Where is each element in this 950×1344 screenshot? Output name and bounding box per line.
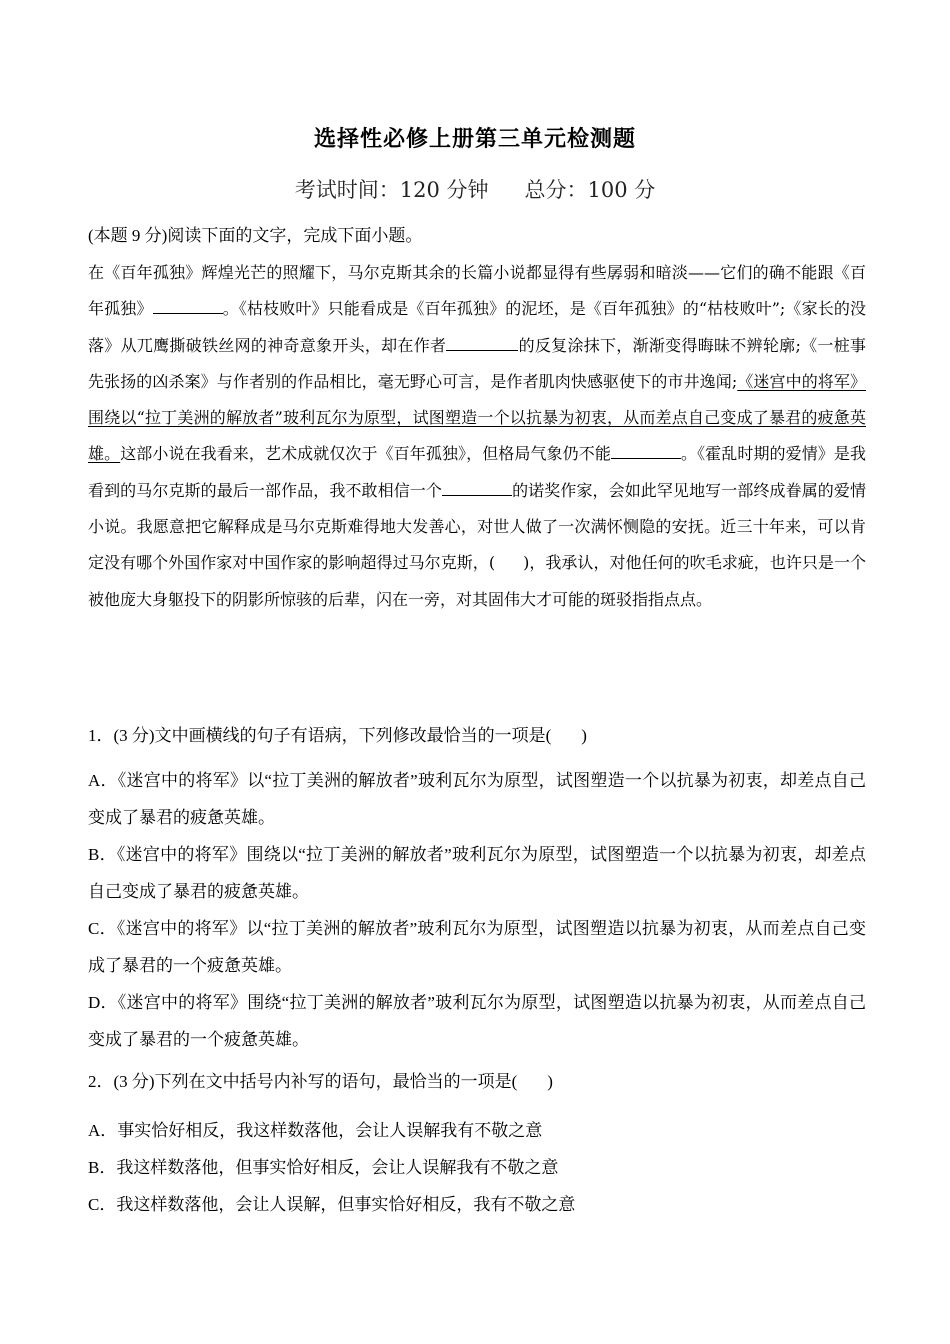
- passage-text: [88, 255, 866, 618]
- option-c: C．《迷宫中的将军》以“拉丁美洲的解放者”玻利瓦尔为原型，试图塑造以抗暴为初衷，从而差点自己变成了暴君的一个疲惫英雄。: [88, 919, 866, 975]
- passage-part-3: 的反复涂抹下，渐渐变得晦昧不辨轮廓;《一桩事先张扬的凶杀案》与作者别的作品相比，毫无野心可言，是作者肌肉快感驱使下的市井逸闻;: [88, 335, 866, 391]
- question-2: [88, 1070, 866, 1094]
- option-c: C．我这样数落他，会让人误解，但事实恰好相反，我有不敬之意: [88, 1195, 576, 1214]
- blank-1: [153, 299, 223, 314]
- exam-time: 考试时间：120 分钟: [294, 178, 489, 202]
- question-2-stem-text: 2．(3 分)下列在文中括号内补写的语句，最恰当的一项是(: [88, 1072, 518, 1091]
- option-b: B．我这样数落他，但事实恰好相反，会让人误解我有不敬之意: [88, 1158, 559, 1177]
- section-intro: (本题 9 分)阅读下面的文字，完成下面小题。: [88, 226, 423, 245]
- passage-part-2: 。《枯枝败叶》只能看成是《百年孤独》的泥坯，是《百年孤独》的“枯枝败叶”;《家长的没落》从兀鹰撕破铁丝网的神奇意象开头，却在作者: [88, 299, 866, 355]
- question-1-options: [88, 762, 866, 1058]
- passage-part-1: 在《百年孤独》辉煌光芒的照耀下，马尔克斯其余的长篇小说都显得有些孱弱和暗淡——它们的确不能跟《百年孤独》: [88, 263, 866, 319]
- option-a: A．《迷宫中的将军》以“拉丁美洲的解放者”玻利瓦尔为原型，试图塑造一个以抗暴为初衷，却差点自己变成了暴君的疲惫英雄。: [88, 771, 866, 827]
- option-a: A．事实恰好相反，我这样数落他，会让人误解我有不敬之意: [88, 1121, 543, 1140]
- question-1-close-paren: ): [581, 726, 587, 745]
- option-d: D．《迷宫中的将军》围绕“拉丁美洲的解放者”玻利瓦尔为原型，试图塑造以抗暴为初衷，从而差点自己变成了暴君的一个疲惫英雄。: [88, 993, 866, 1049]
- underlined-sentence: 《迷宫中的将军》围绕以“拉丁美洲的解放者”玻利瓦尔为原型，试图塑造一个以抗暴为初衷，从而差点自己变成了暴君的疲惫英雄。: [88, 371, 866, 464]
- blank-2: [446, 336, 518, 351]
- reading-passage: [88, 255, 866, 618]
- passage-part-6: 的诺奖作家，会如此罕见地写一部终成眷属的爱情小说。我愿意把它解释成是马尔克斯难得地大发善心，对世人做了一次满怀恻隐的安抚。近三十年来，可以肯定没有哪个外国作家对中国作家的影响超得过马尔克斯，(: [88, 480, 866, 573]
- question-1: [88, 724, 866, 748]
- question-1-stem: [88, 724, 866, 748]
- option-b: B．《迷宫中的将军》围绕以“拉丁美洲的解放者”玻利瓦尔为原型，试图塑造一个以抗暴为初衷，却差点自己变成了暴君的疲惫英雄。: [88, 845, 866, 901]
- blank-3: [611, 444, 681, 459]
- question-2-close-paren: ): [547, 1072, 553, 1091]
- passage-part-7: )，我承认，对他任何的吹毛求疵，也许只是一个被他庞大身躯投下的阴影所惊骇的后辈，闪在一旁，对其固伟大才可能的斑驳指指点点。: [88, 553, 866, 609]
- exam-info: [0, 174, 950, 204]
- passage-part-5: 。《霍乱时期的爱情》是我看到的马尔克斯的最后一部作品，我不敢相信一个: [88, 444, 866, 500]
- question-2-stem: [88, 1070, 866, 1094]
- question-2-options: [88, 1112, 866, 1223]
- blank-4: [442, 481, 512, 496]
- page-title: 选择性必修上册第三单元检测题: [313, 127, 636, 152]
- exam-score: 总分：100 分: [524, 178, 656, 202]
- passage-part-4: 这部小说在我看来，艺术成就仅次于《百年孤独》，但格局气象仍不能: [120, 444, 611, 464]
- question-1-stem-text: 1．(3 分)文中画横线的句子有语病，下列修改最恰当的一项是(: [88, 726, 552, 745]
